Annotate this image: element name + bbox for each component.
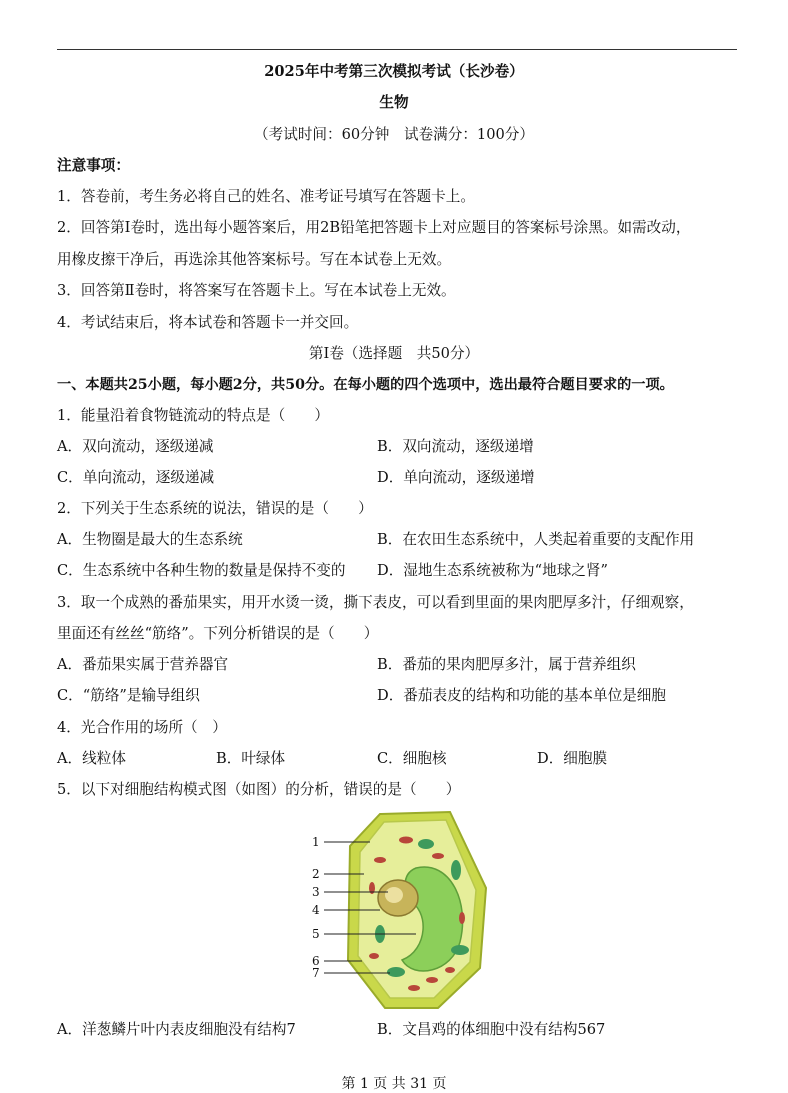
question-stem: 5．以下对细胞结构模式图（如图）的分析，错误的是（ ） [57, 781, 461, 798]
mitochondrion [408, 985, 420, 991]
option-d: D．湿地生态系统被称为“地球之肾” [377, 562, 608, 579]
chloroplast [451, 945, 469, 955]
option-b: B．文昌鸡的体细胞中没有结构567 [377, 1021, 606, 1038]
option-d: D．番茄表皮的结构和功能的基本单位是细胞 [377, 687, 666, 704]
exam-info: （考试时间：60分钟 试卷满分：100分） [254, 126, 534, 143]
option-d: D．单向流动，逐级递增 [377, 469, 535, 486]
label-1: 1 [312, 835, 320, 849]
label-2: 2 [312, 867, 320, 881]
nucleolus [385, 887, 403, 903]
label-3: 3 [312, 885, 320, 899]
label-6: 6 [312, 954, 320, 968]
note-item: 1．答卷前，考生务必将自己的姓名、准考证号填写在答题卡上。 [57, 188, 475, 205]
section-instruction: 一、本题共25小题，每小题2分，共50分。在每小题的四个选项中，选出最符合题目要求的一项。 [57, 377, 674, 393]
option-a: A．双向流动，逐级递减 [57, 438, 214, 455]
question-stem: 3．取一个成熟的番茄果实，用开水烫一烫，撕下表皮，可以看到里面的果肉肥厚多汁，仔细观察， [57, 594, 694, 611]
label-7: 7 [312, 966, 320, 980]
option-b: B．叶绿体 [216, 750, 286, 767]
page-footer: 第 1 页 共 31 页 [341, 1076, 447, 1092]
chloroplast [387, 967, 405, 977]
subject-title: 生物 [379, 94, 409, 111]
option-a: A．洋葱鳞片叶内表皮细胞没有结构7 [57, 1021, 296, 1038]
mitochondrion [369, 953, 379, 959]
option-c: C．生态系统中各种生物的数量是保持不变的 [57, 562, 346, 579]
option-b: B．番茄的果肉肥厚多汁，属于营养组织 [377, 656, 636, 673]
option-a: A．番茄果实属于营养器官 [57, 656, 229, 673]
option-b: B．双向流动，逐级递增 [377, 438, 534, 455]
question-stem: 4．光合作用的场所（ ） [57, 719, 227, 736]
section-title: 第Ⅰ卷（选择题 共50分） [308, 345, 480, 362]
mitochondrion [399, 837, 413, 844]
chloroplast [418, 839, 434, 849]
question-stem: 1．能量沿着食物链流动的特点是（ ） [57, 407, 329, 424]
option-c: C．细胞核 [377, 750, 447, 767]
question-stem-cont: 里面还有丝丝“筋络”。下列分析错误的是（ ） [57, 625, 379, 642]
chloroplast [451, 860, 461, 880]
option-c: C．“筋络”是输导组织 [57, 687, 200, 704]
label-4: 4 [312, 903, 320, 917]
note-item: 4．考试结束后，将本试卷和答题卡一并交回。 [57, 314, 359, 331]
note-item: 3．回答第Ⅱ卷时，将答案写在答题卡上。写在本试卷上无效。 [57, 282, 456, 299]
plant-cell-diagram [310, 810, 500, 1010]
mitochondrion [374, 857, 386, 863]
option-a: A．线粒体 [57, 750, 126, 767]
option-b: B．在农田生态系统中，人类起着重要的支配作用 [377, 531, 695, 548]
top-rule [57, 49, 737, 50]
option-a: A．生物圈是最大的生态系统 [57, 531, 243, 548]
mitochondrion [445, 967, 455, 973]
mitochondrion [459, 912, 465, 924]
note-item: 用橡皮擦干净后，再选涂其他答案标号。写在本试卷上无效。 [57, 251, 452, 268]
question-stem: 2．下列关于生态系统的说法，错误的是（ ） [57, 500, 373, 517]
exam-title: 2025年中考第三次模拟考试（长沙卷） [264, 63, 524, 80]
option-d: D．细胞膜 [537, 750, 608, 767]
mitochondrion [426, 977, 438, 983]
label-5: 5 [312, 927, 320, 941]
note-item: 2．回答第Ⅰ卷时，选出每小题答案后，用2B铅笔把答题卡上对应题目的答案标号涂黑。如需改动， [57, 219, 691, 236]
mitochondrion [432, 853, 444, 859]
notes-heading: 注意事项： [57, 157, 130, 174]
option-c: C．单向流动，逐级递减 [57, 469, 215, 486]
